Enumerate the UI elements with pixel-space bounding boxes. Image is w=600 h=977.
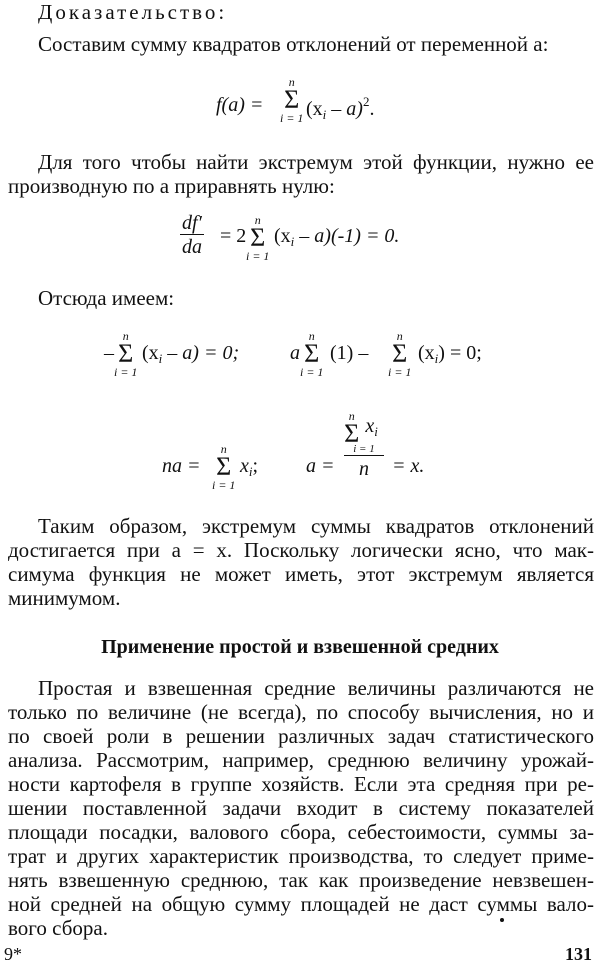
proof-heading: Доказательство: [38, 0, 228, 24]
paragraph-application-line-2: только по величине (не всегда), по способу вычисления, но и [8, 700, 594, 724]
paragraph-application-line-8: трат и других характеристик производства, то следует приме- [8, 844, 594, 868]
paragraph-application-line-9: нять взвешенную среднюю, так как произведение невзвешен- [8, 868, 594, 892]
eq4a-body: $x_i$; [240, 455, 259, 479]
eq3b-sum-symbol: n Σ i = 1 [300, 329, 324, 379]
eq1-body: $(x_i - a)^2$. [306, 94, 375, 122]
paragraph-application-line-7: площади посадки, валового сбора, себестоимости, суммы за- [8, 820, 594, 844]
eq3a-minus: – [104, 342, 114, 364]
paragraph-extremum-line-2: производную по a приравнять нулю: [8, 174, 335, 198]
paragraph-application-line-5: ности картофеля в группе хозяйств. Если эта средняя при ре- [8, 772, 594, 796]
eq2-fraction: $\frac{df'}{da}$ [181, 212, 202, 258]
paragraph-application-line-1: Простая и взвешенная средние величины различаются не [38, 676, 594, 700]
eq4b-fraction: n Σ $x_i$ i = 1 n [344, 410, 384, 485]
eq3b-a: a [290, 342, 300, 364]
paragraph-hence: Отсюда имеем: [38, 286, 175, 310]
paragraph-conclusion-line-2: достигается при a = x. Поскольку логически ясно, что мак- [8, 538, 594, 562]
print-dot [500, 918, 504, 922]
page-number: 131 [565, 944, 592, 964]
eq1-lhs: f(a) = [216, 94, 264, 116]
eq1-sum-symbol: n Σ i = 1 [280, 75, 304, 125]
eq4a-lhs: na = [162, 455, 201, 477]
eq3b-body: (1) – [330, 342, 369, 364]
paragraph-conclusion-line-4: минимумом. [8, 586, 121, 610]
paragraph-application-line-4: анализа. Рассмотрим, например, среднюю величину урожай- [8, 748, 594, 772]
eq4b-denominator: n [359, 458, 369, 480]
paragraph-application-line-6: шении поставленной задачи входит в систему показателей [8, 796, 594, 820]
eq4a-sum-symbol: n Σ i = 1 [212, 442, 236, 492]
eq2-sum-symbol: n Σ i = 1 [246, 213, 270, 263]
paragraph-intro: Составим сумму квадратов отклонений от переменной a: [38, 32, 549, 56]
eq3a-sum-symbol: n Σ i = 1 [114, 329, 138, 379]
eq4b-rhs: = x. [392, 455, 425, 477]
eq2-body: $(x_i - a)(-1) = 0$. [274, 225, 400, 249]
paragraph-extremum-line-1: Для того чтобы найти экстремум этой функции, нужно ее [38, 150, 594, 174]
paragraph-conclusion-line-1: Таким образом, экстремум суммы квадратов отклонений [38, 514, 594, 538]
section-title: Применение простой и взвешенной средних [101, 636, 499, 658]
paragraph-application-line-3: по своей роли в решении различных задач статистического [8, 724, 594, 748]
eq4b-num-sum-bottom: i = 1 [344, 444, 384, 456]
eq3b-body2: $(x_i) = 0$; [418, 342, 482, 366]
eq3a-body: $(x_i - a) = 0$; [142, 342, 240, 366]
eq3b-sum2-symbol: n Σ i = 1 [388, 329, 412, 379]
paragraph-application-line-10: ной средней на общую сумму площадей не даст суммы вало- [8, 892, 594, 916]
paragraph-conclusion-line-3: симума функция не может иметь, этот экстремум является [8, 562, 594, 586]
paragraph-application-line-11: вого сбора. [8, 916, 108, 940]
eq4b-num-sum: n Σ [344, 409, 360, 448]
eq4b-lhs: a = [306, 455, 335, 477]
signature-mark: 9* [4, 944, 22, 964]
eq2-eq: = 2 [220, 225, 247, 247]
